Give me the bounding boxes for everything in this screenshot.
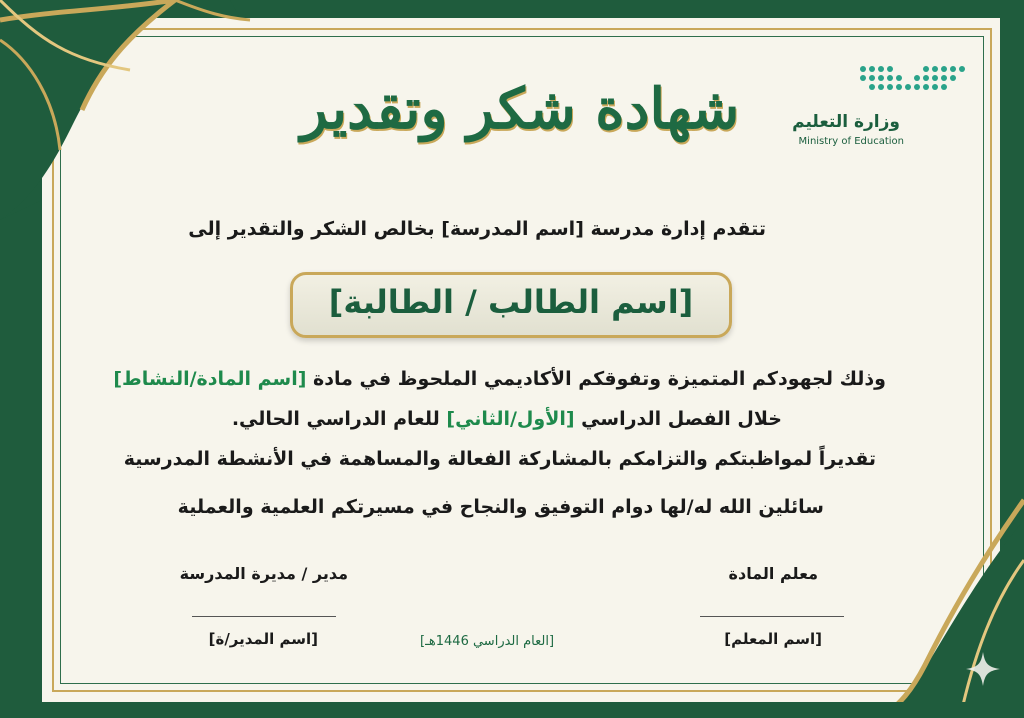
subject-placeholder: [اسم المادة/النشاط] xyxy=(113,368,307,390)
principal-signature-line xyxy=(192,616,336,617)
semester-placeholder: [الأول/الثاني] xyxy=(446,408,575,430)
principal-title: مدير / مديرة المدرسة xyxy=(179,564,348,583)
intro-text: تتقدم إدارة مدرسة [اسم المدرسة] بخالص الشكر والتقدير إلى xyxy=(188,218,766,240)
teacher-title: معلم المادة xyxy=(728,564,818,583)
teacher-name: [اسم المعلم] xyxy=(724,630,822,648)
ministry-name-arabic: وزارة التعليم xyxy=(792,112,900,132)
sparkle-icon xyxy=(964,650,1002,688)
body-line-2-suffix: للعام الدراسي الحالي. xyxy=(231,408,447,430)
student-name-box xyxy=(290,272,732,338)
body-line-1 xyxy=(113,368,886,390)
principal-name: [اسم المدير/ة] xyxy=(208,630,318,648)
student-name: [اسم الطالب / الطالبة] xyxy=(328,283,694,321)
body-line-4: سائلين الله له/لها دوام التوفيق والنجاح في مسيرتكم العلمية والعملية xyxy=(177,496,824,518)
body-line-1-text: وذلك لجهودكم المتميزة وتفوقكم الأكاديمي الملحوظ في مادة xyxy=(306,368,886,390)
ministry-logo xyxy=(792,64,920,154)
body-line-2 xyxy=(232,408,782,430)
body-line-2-prefix: خلال الفصل الدراسي xyxy=(574,408,782,430)
body-line-3: تقديراً لمواظبتكم والتزامكم بالمشاركة الفعالة والمساهمة في الأنشطة المدرسية xyxy=(123,448,876,470)
ministry-name-english: Ministry of Education xyxy=(798,136,904,147)
certificate-title: شهادة شكر وتقدير xyxy=(300,76,740,142)
academic-year: [العام الدراسي 1446هـ] xyxy=(420,634,555,649)
ministry-logo-dots-icon xyxy=(858,64,968,90)
teacher-signature-line xyxy=(700,616,844,617)
